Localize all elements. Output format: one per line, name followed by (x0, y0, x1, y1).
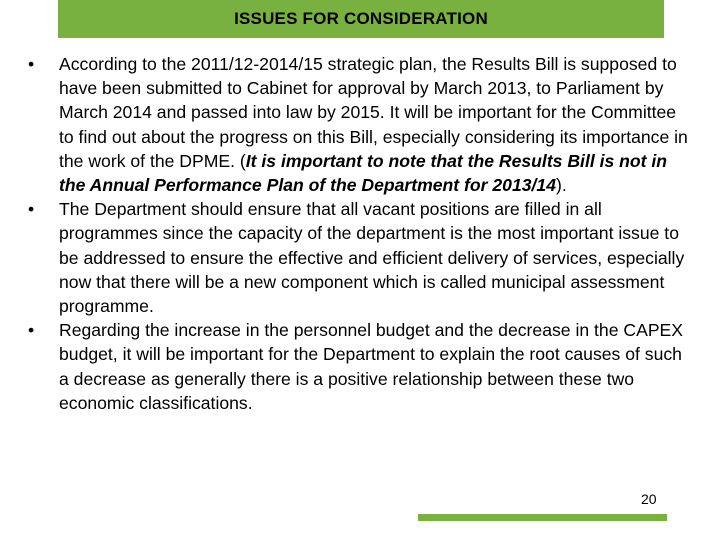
bullet-marker: • (28, 320, 35, 341)
slide-title: ISSUES FOR CONSIDERATION (234, 9, 488, 28)
bullet-text: Regarding the increase in the personnel budget and the decrease in the CAPEX budget, it will be important for the Department to explain the root causes of such a decrease as generally there is a positive relationship between these two economic classifications. (59, 320, 684, 413)
bullet-emphasis-text: It is important to note that the Results Bill is not in the Annual Performance Plan of the Department for 2013/14 (59, 150, 668, 196)
bullet-marker: • (28, 54, 35, 74)
page-number: 20 (641, 491, 657, 507)
bullet-item-personnel-budget (0, 318, 720, 415)
bullet-list (0, 52, 720, 415)
bullet-text-tail: ). (556, 175, 567, 196)
bullet-marker: • (28, 199, 35, 220)
title-banner (58, 0, 664, 38)
bullet-item-vacant-positions (0, 197, 720, 318)
bullet-text: According to the 2011/12-2014/15 strategic plan, the Results Bill is supposed to have been submitted to Cabinet for approval by March 2013, to Parliament by March 2014 and passed into law by 2015. It will be important for the Committee to find out about the progress on this Bill, especially considering its importance in the work of the DPME. ( (59, 54, 688, 171)
footer-accent-bar (418, 514, 667, 521)
bullet-text: The Department should ensure that all vacant positions are filled in all programmes since the capacity of the department is the most important issue to be addressed to ensure the effective and efficient delivery of services, especially now that there will be a new component which is called municipal assessment programme. (59, 199, 685, 317)
bullet-item-results-bill (0, 52, 720, 197)
